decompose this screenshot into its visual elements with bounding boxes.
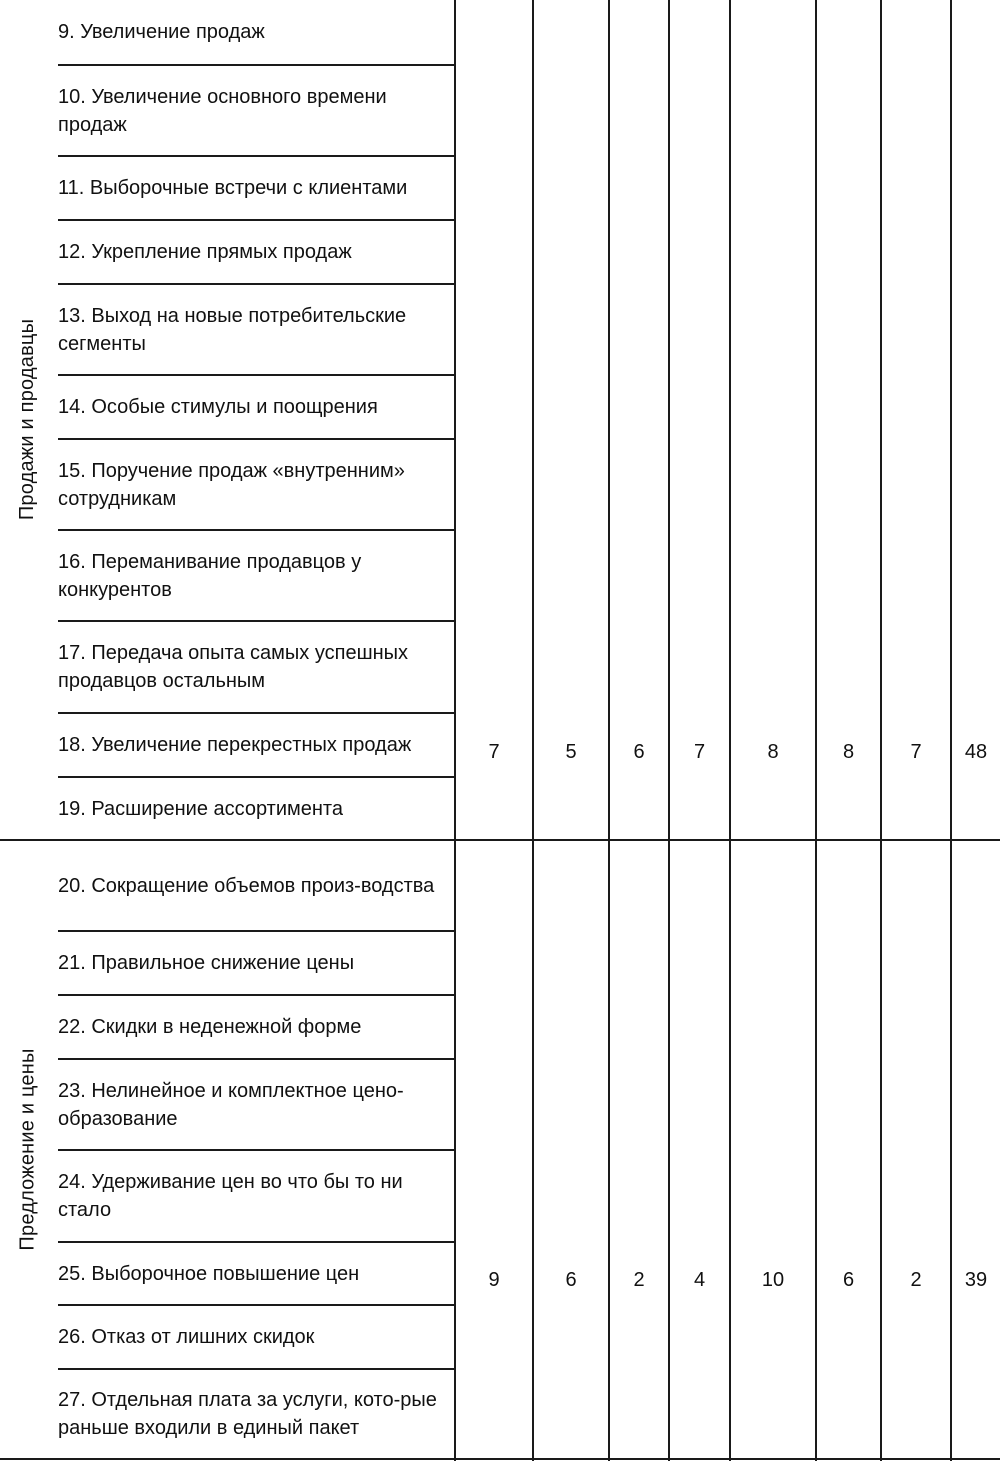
section-label-pricing: Предложение и цены	[16, 1048, 39, 1251]
table-bottom-border	[0, 1458, 1000, 1460]
row-label: 23. Нелинейное и комплектное цено-образование	[58, 1079, 404, 1130]
row-label: 24. Удерживание цен во что бы то ни стало	[58, 1171, 403, 1221]
col-divider	[454, 0, 456, 1461]
row-label: 10. Увеличение основного времени продаж	[58, 85, 387, 136]
total-cell: 39	[964, 1268, 988, 1291]
score-cell: 7	[693, 740, 706, 763]
score-cell: 6	[842, 1268, 855, 1291]
score-cell: 8	[842, 740, 855, 763]
score-cell: 7	[910, 740, 922, 763]
col-divider	[668, 0, 670, 1461]
row-label: 20. Сокращение объемов произ-водства	[58, 874, 435, 897]
row-label: 16. Переманивание продавцов у конкурентов	[58, 550, 362, 601]
section-label-sales: Продажи и продавцы	[16, 318, 39, 521]
row-label: 22. Скидки в неденежной форме	[58, 1016, 362, 1038]
col-divider	[532, 0, 534, 1461]
col-divider	[729, 0, 731, 1461]
row-label: 14. Особые стимулы и поощрения	[58, 396, 378, 418]
col-divider	[950, 0, 952, 1461]
row-label: 11. Выборочные встречи с клиентами	[58, 177, 408, 199]
row-label: 25. Выборочное повышение цен	[58, 1262, 360, 1285]
score-cell: 9	[488, 1268, 500, 1291]
score-cell: 5	[565, 740, 577, 763]
col-divider	[608, 0, 610, 1461]
row-label: 9. Увеличение продаж	[58, 21, 265, 43]
total-cell: 48	[964, 740, 988, 763]
row-label: 27. Отдельная плата за услуги, кото-рые раньше входили в единый пакет	[58, 1389, 437, 1439]
col-divider	[815, 0, 817, 1461]
row-label: 18. Увеличение перекрестных продаж	[58, 734, 412, 756]
row-label: 26. Отказ от лишних скидок	[58, 1326, 315, 1348]
row-label: 15. Поручение продаж «внутренним» сотрудникам	[58, 459, 405, 510]
score-cell: 4	[693, 1268, 706, 1291]
row-label: 19. Расширение ассортимента	[58, 797, 343, 820]
row-label: 13. Выход на новые потребительские сегменты	[58, 304, 407, 355]
score-cell: 6	[633, 740, 645, 763]
score-cell: 2	[910, 1268, 922, 1291]
score-cell: 10	[761, 1268, 785, 1291]
row-label: 12. Укрепление прямых продаж	[58, 241, 352, 263]
col-divider	[880, 0, 882, 1461]
score-cell: 8	[767, 740, 779, 763]
score-cell: 2	[633, 1268, 645, 1291]
score-cell: 7	[488, 740, 500, 763]
row-label: 21. Правильное снижение цены	[58, 952, 355, 974]
score-cell: 6	[565, 1268, 577, 1291]
row-label: 17. Передача опыта самых успешных продавцов остальным	[58, 642, 409, 692]
